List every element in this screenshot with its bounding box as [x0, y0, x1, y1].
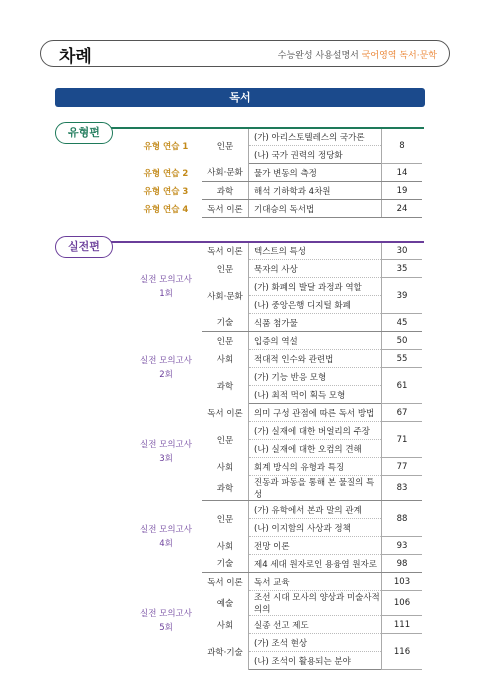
mock-exam-name: 실전 모의고사	[140, 524, 192, 535]
topic-title: 조선 시대 모사의 양상과 미술사적 의의	[249, 591, 382, 616]
page-number: 14	[382, 164, 423, 182]
toc-table-practice	[130, 128, 422, 218]
exercise-label	[130, 164, 202, 182]
toc-row[interactable]	[130, 501, 422, 519]
exercise-name: 유형 연습 4	[143, 204, 189, 215]
mock-exam-label	[130, 242, 202, 332]
topic-title: 독서 교육	[249, 573, 382, 591]
topic-title: 의미 구성 관점에 따른 독서 방법	[249, 404, 382, 422]
page-number: 61	[382, 368, 423, 404]
category-label: 인문	[202, 128, 249, 164]
topic-title: 적대적 인수와 관련법	[249, 350, 382, 368]
page-number: 83	[382, 476, 423, 501]
category-label: 기술	[202, 555, 249, 573]
toc-row[interactable]	[130, 182, 422, 200]
book-subtitle	[278, 48, 437, 61]
page-number: 67	[382, 404, 423, 422]
category-label: 사회	[202, 616, 249, 634]
page-header	[40, 40, 450, 67]
category-label: 과학	[202, 182, 249, 200]
mock-exam-number: 4회	[159, 538, 173, 549]
page-number: 88	[382, 501, 423, 537]
mock-exam-name: 실전 모의고사	[140, 609, 192, 619]
topic-title: (나) 이지함의 사상과 정책	[249, 519, 382, 537]
topic-title: 회계 방식의 유형과 특징	[249, 458, 382, 476]
topic-title: 전망 이론	[249, 537, 382, 555]
category-label: 인문	[202, 332, 249, 350]
topic-title: (가) 유학에서 본과 말의 관계	[249, 501, 382, 519]
mock-exam-name: 실전 모의고사	[140, 440, 192, 450]
topic-title: 텍스트의 특성	[249, 242, 382, 260]
category-label: 예술	[202, 591, 249, 616]
topic-title: 기대승의 독서법	[249, 200, 382, 218]
subtitle-highlight: 국어영역 독서·문학	[361, 51, 437, 61]
topic-title: 물가 변동의 측정	[249, 164, 382, 182]
mock-exam-label	[130, 501, 202, 573]
category-label: 사회·문화	[202, 164, 249, 182]
category-label: 독서 이론	[202, 200, 249, 218]
page-number: 111	[382, 616, 423, 634]
section-tag-practice[interactable]: 유형편	[55, 122, 113, 144]
page-number: 24	[382, 200, 423, 218]
page-number: 50	[382, 332, 423, 350]
topic-title: 입증의 역설	[249, 332, 382, 350]
topic-title: (나) 실재에 대한 오컴의 견해	[249, 440, 382, 458]
section-divider	[100, 127, 424, 129]
page-number: 106	[382, 591, 423, 616]
mock-exam-number: 3회	[159, 454, 173, 464]
toc-row[interactable]	[130, 242, 422, 260]
exercise-name: 유형 연습 2	[143, 168, 189, 179]
toc-row[interactable]	[130, 404, 422, 422]
topic-title: 제4 세대 원자로인 용융염 원자로	[249, 555, 382, 573]
mock-exam-name: 실전 모의고사	[140, 355, 192, 366]
mock-exam-name: 실전 모의고사	[140, 274, 192, 285]
topic-title: 해석 기하학과 4차원	[249, 182, 382, 200]
toc-row[interactable]	[130, 200, 422, 218]
topic-title: 묵자의 사상	[249, 260, 382, 278]
topic-title: (가) 아리스토텔레스의 국가론	[249, 128, 382, 146]
category-label: 인문	[202, 422, 249, 458]
page-number: 116	[382, 634, 423, 670]
topic-title: (가) 화폐의 발달 과정과 역할	[249, 278, 382, 296]
exercise-name: 유형 연습 1	[143, 141, 189, 152]
page-title: 차례	[59, 47, 92, 67]
topic-title: 식품 첨가물	[249, 314, 382, 332]
page-number: 39	[382, 278, 423, 314]
page-number: 103	[382, 573, 423, 591]
section-banner: 독서	[55, 88, 425, 107]
category-label: 기술	[202, 314, 249, 332]
page-number: 35	[382, 260, 423, 278]
mock-exam-number: 1회	[159, 288, 173, 299]
mock-exam-label	[130, 573, 202, 670]
category-label: 인문	[202, 260, 249, 278]
subtitle-prefix: 수능완성 사용설명서	[277, 51, 362, 61]
category-label: 과학·기술	[202, 634, 249, 670]
page-number: 19	[382, 182, 423, 200]
topic-title: (가) 실재에 대한 버얼리의 주장	[249, 422, 382, 440]
mock-exam-number: 2회	[159, 369, 173, 380]
toc-row[interactable]	[130, 128, 422, 146]
topic-title: 실종 선고 제도	[249, 616, 382, 634]
topic-title: (가) 기능 반응 모형	[249, 368, 382, 386]
category-label: 과학	[202, 368, 249, 404]
category-label: 사회·문화	[202, 278, 249, 314]
page-number: 71	[382, 422, 423, 458]
category-label: 독서 이론	[202, 573, 249, 591]
toc-row[interactable]	[130, 332, 422, 350]
category-label: 독서 이론	[202, 242, 249, 260]
exercise-name: 유형 연습 3	[143, 186, 189, 197]
toc-table-mock	[130, 242, 422, 670]
mock-exam-number: 5회	[159, 623, 173, 633]
topic-title: (가) 조석 현상	[249, 634, 382, 652]
category-label: 사회	[202, 537, 249, 555]
exercise-label	[130, 200, 202, 218]
exercise-label	[130, 128, 202, 164]
category-label: 독서 이론	[202, 404, 249, 422]
toc-row[interactable]	[130, 573, 422, 591]
mock-exam-label	[130, 332, 202, 404]
toc-row[interactable]	[130, 164, 422, 182]
page-number: 30	[382, 242, 423, 260]
category-label: 사회	[202, 458, 249, 476]
topic-title: (나) 최적 먹이 획득 모형	[249, 386, 382, 404]
page-number: 8	[382, 128, 423, 164]
topic-title: (나) 조석이 활용되는 분야	[249, 652, 382, 670]
section-tag-mock[interactable]: 실전편	[55, 236, 113, 258]
section-divider	[100, 241, 424, 243]
mock-exam-label	[130, 404, 202, 501]
topic-title: (나) 중앙은행 디지털 화폐	[249, 296, 382, 314]
category-label: 인문	[202, 501, 249, 537]
category-label: 과학	[202, 476, 249, 501]
topic-title: 진동과 파동을 통해 본 물질의 특성	[249, 476, 382, 501]
page-number: 55	[382, 350, 423, 368]
page-number: 77	[382, 458, 423, 476]
exercise-label	[130, 182, 202, 200]
page-number: 93	[382, 537, 423, 555]
page-number: 45	[382, 314, 423, 332]
category-label: 사회	[202, 350, 249, 368]
page-number: 98	[382, 555, 423, 573]
topic-title: (나) 국가 권력의 정당화	[249, 146, 382, 164]
